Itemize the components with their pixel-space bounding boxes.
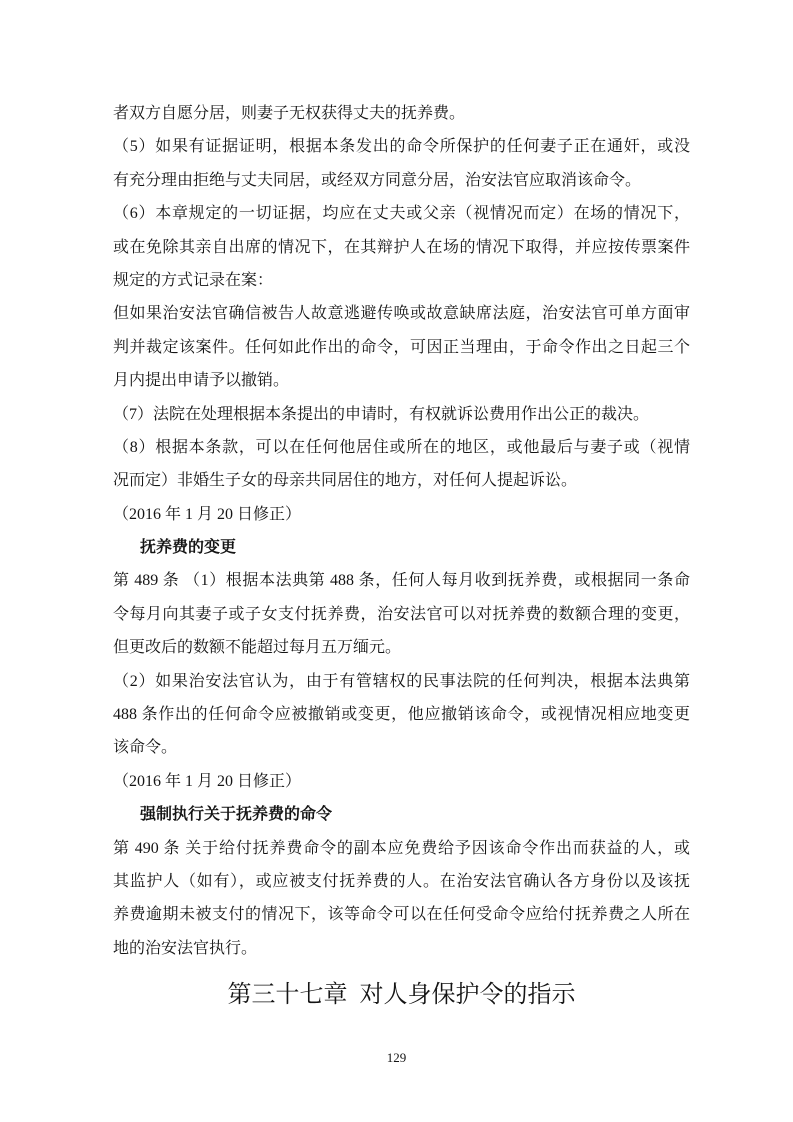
page-number: 129 — [386, 1050, 407, 1065]
body-line: （2016 年 1 月 20 日修正） — [113, 772, 302, 790]
chapter-heading: 第三十七章 对人身保护令的指示 — [227, 982, 576, 1009]
body-line: 有充分理由拒绝与丈夫同居，或经双方同意分居，治安法官应取消该命令。 — [113, 171, 642, 189]
body-line: 第 490 条 关于给付抚养费命令的副本应免费给予因该命令作出而获益的人，或 — [113, 839, 690, 857]
body-line: 第 489 条 （1）根据本法典第 488 条，任何人每月收到抚养费，或根据同一条命 — [113, 572, 690, 590]
body-line: 488 条作出的任何命令应被撤销或变更，他应撤销该命令，或视情况相应地变更 — [113, 706, 690, 724]
body-line: 况而定）非婚生子女的母亲共同居住的地方，对任何人提起诉讼。 — [113, 472, 578, 490]
body-line: 但更改后的数额不能超过每月五万缅元。 — [113, 639, 402, 657]
page-content — [113, 97, 690, 965]
body-line: 地的治安法官执行。 — [113, 939, 258, 957]
body-line: 其监护人（如有），或应被支付抚养费的人。在治安法官确认各方身份以及该抚 — [113, 872, 690, 890]
body-line: 规定的方式记录在案： — [113, 271, 274, 289]
body-line: 该命令。 — [113, 739, 178, 757]
section-heading: 强制执行关于抚养费的命令 — [140, 806, 333, 824]
body-line: （2）如果治安法官认为，由于有管辖权的民事法院的任何判决，根据本法典第 — [113, 672, 690, 690]
body-line: （7）法院在处理根据本条提出的申请时，有权就诉讼费用作出公正的裁决。 — [113, 405, 650, 423]
body-line: （5）如果有证据证明，根据本条发出的命令所保护的任何妻子正在通奸，或没 — [113, 138, 690, 156]
body-line: 判并裁定该案件。任何如此作出的命令，可因正当理由，于命令作出之日起三个 — [113, 338, 690, 356]
body-line: 者双方自愿分居，则妻子无权获得丈夫的抚养费。 — [113, 105, 466, 122]
body-line: （6）本章规定的一切证据，均应在丈夫或父亲（视情况而定）在场的情况下， — [113, 205, 690, 223]
body-line: 月内提出申请予以撤销。 — [113, 372, 290, 390]
body-line: 但如果治安法官确信被告人故意逃避传唤或故意缺席法庭，治安法官可单方面审 — [113, 305, 690, 323]
body-line: （2016 年 1 月 20 日修正） — [113, 505, 302, 523]
section-heading: 抚养费的变更 — [140, 539, 237, 557]
body-line: 或在免除其亲自出席的情况下，在其辩护人在场的情况下取得，并应按传票案件 — [113, 238, 690, 256]
body-line: 令每月向其妻子或子女支付抚养费，治安法官可以对抚养费的数额合理的变更， — [113, 605, 690, 623]
body-line: （8）根据本条款，可以在任何他居住或所在的地区，或他最后与妻子或（视情 — [113, 438, 690, 456]
body-line: 养费逾期未被支付的情况下，该等命令可以在任何受命令应给付抚养费之人所在 — [113, 906, 690, 924]
